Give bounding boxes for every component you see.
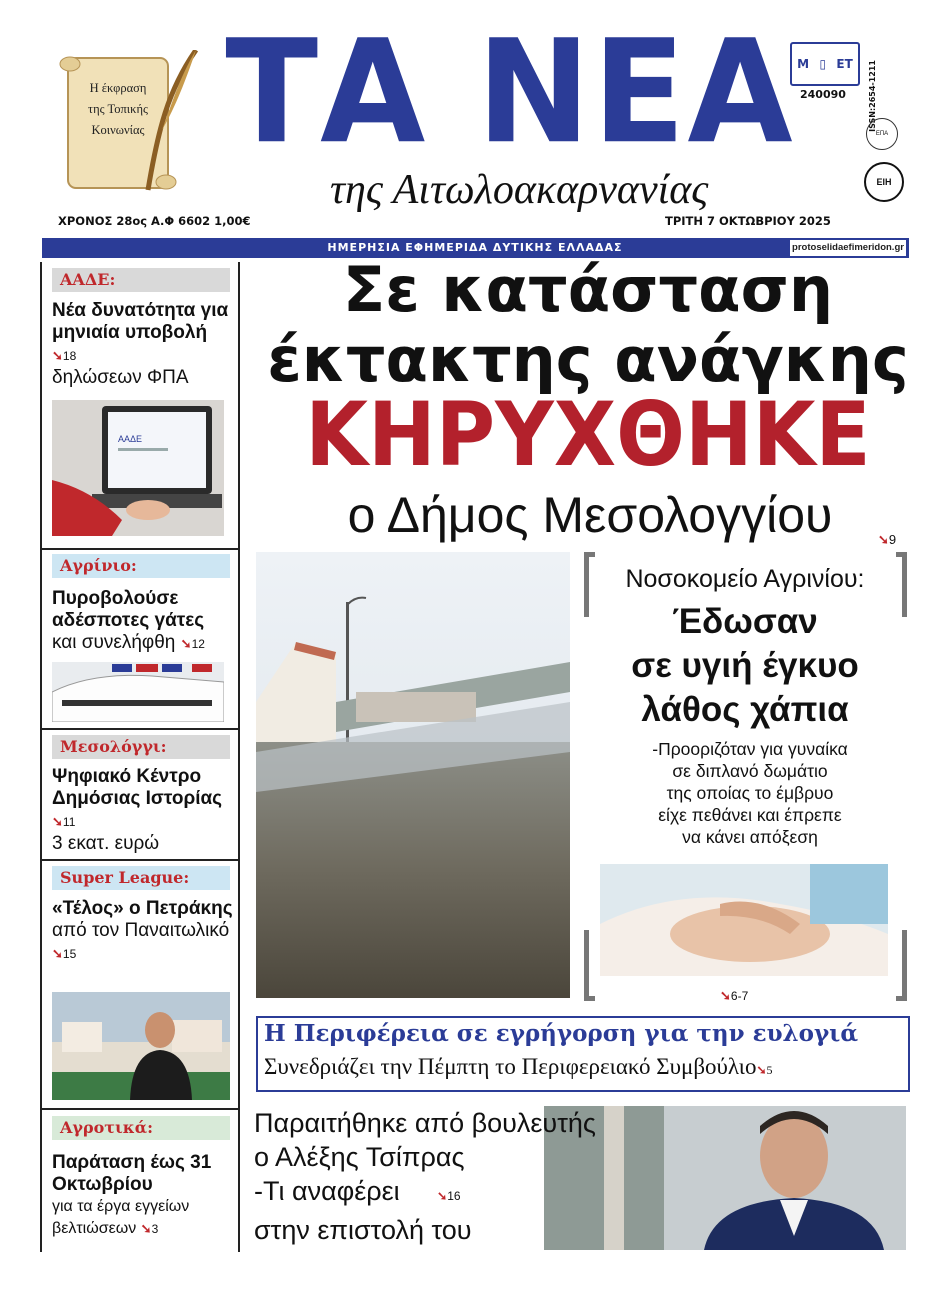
hospital-headline-line: λάθος χάπια (641, 690, 849, 729)
tsipras-headline (254, 1106, 596, 1247)
page-ref: 3 (151, 1222, 159, 1236)
page-ref: 16 (447, 1189, 461, 1203)
sidebar-sub-text: και συνελήφθη (52, 632, 176, 653)
tsipras-line: στην επιστολή του (254, 1215, 472, 1245)
main-headline-line: Σε κατάσταση (342, 253, 834, 326)
hospital-body-line: είχε πεθάνει και έπρεπε (658, 805, 842, 825)
tsipras-line: Παραιτήθηκε από βουλευτής (254, 1108, 596, 1138)
bracket-corner (896, 930, 907, 1001)
region-headline: Η Περιφέρεια σε εγρήγορση για την ευλογιά (264, 1020, 859, 1047)
page-ref: 5 (766, 1063, 773, 1077)
epa-badge: ΕΠΑ (866, 118, 898, 150)
sidebar-label: Αγρίνιο: (52, 554, 230, 578)
met-left: Μ (797, 57, 810, 71)
page-arrow-icon: ➘ (437, 1189, 448, 1203)
sidebar-sub (52, 1196, 236, 1240)
pregnant-exam-photo (600, 864, 888, 976)
page-ref: 6-7 (730, 989, 749, 1003)
hospital-body-line: -Προοριζόταν για γυναίκα (652, 739, 848, 759)
sidebar-sub (52, 632, 236, 655)
sidebar-separator (42, 859, 238, 861)
sidebar-sub: δηλώσεων ΦΠΑ (52, 367, 189, 388)
page-arrow-icon: ➘ (52, 348, 63, 363)
region-sub (264, 1054, 773, 1080)
hospital-body-line: σε διπλανό δωμάτιο (672, 761, 828, 781)
main-headline-red: ΚΗΡΥΧΘΗΚΕ (305, 383, 871, 486)
sidebar-head-text: Πυροβολούσε αδέσποτες γάτες (52, 588, 205, 631)
tsipras-line: ο Αλέξης Τσίπρας (254, 1142, 465, 1172)
hospital-body (600, 738, 900, 848)
page-arrow-icon: ➘ (140, 1221, 152, 1236)
police-car-photo (52, 662, 224, 722)
eie-badge: ΕΙΗ (864, 162, 904, 202)
masthead-bar-text: ΗΜΕΡΗΣΙΑ ΕΦΗΜΕΡΙΔΑ ΔΥΤΙΚΗΣ ΕΛΛΑΔΑΣ (327, 241, 623, 254)
issue-info: ΧΡΟΝΟΣ 28ος Α.Φ 6602 1,00€ (58, 214, 251, 228)
sidebar-sub: 3 εκατ. ευρώ (52, 833, 160, 854)
laptop-photo (52, 400, 224, 536)
sidebar-head-text: Ψηφιακό Κέντρο Δημόσιας Ιστορίας (52, 766, 223, 809)
sidebar-label: Αγροτικά: (52, 1116, 230, 1140)
motto-line: Κοινωνίας (91, 123, 145, 137)
issn: ISSN:2654-1211 (868, 60, 877, 132)
page-ref: 15 (62, 947, 77, 961)
sidebar-label: ΑΑΔΕ: (52, 268, 230, 292)
main-headline-line: έκτακτης ανάγκης (267, 323, 909, 396)
bracket-corner (584, 930, 595, 1001)
page-arrow-icon: ➘ (878, 532, 889, 547)
sidebar-label: Super League: (52, 866, 230, 890)
hospital-body-line: να κάνει απόξεση (682, 827, 818, 847)
main-page-ref (878, 532, 896, 548)
met-book-icon: ▯ (819, 57, 827, 71)
page-arrow-icon: ➘ (52, 814, 63, 829)
sidebar-left-border (40, 262, 42, 1252)
sidebar-head-text: «Τέλος» ο Πετράκης (52, 898, 233, 919)
hospital-headline-line: σε υγιή έγκυο (631, 646, 859, 685)
motto-line: της Τοπικής (88, 102, 148, 116)
sidebar-headline (52, 1152, 236, 1240)
main-headline-sub: ο Δήμος Μεσολογγίου (347, 487, 833, 543)
page-ref: 12 (191, 637, 205, 651)
sidebar-separator (42, 1108, 238, 1110)
sidebar-headline (52, 300, 236, 389)
met-number: 240090 (800, 88, 846, 101)
page-arrow-icon: ➘ (52, 946, 63, 961)
page-ref: 11 (62, 815, 76, 829)
page-arrow-icon: ➘ (180, 636, 192, 651)
sidebar-label: Μεσολόγγι: (52, 735, 230, 759)
page-ref: 18 (62, 349, 77, 363)
tsipras-photo (544, 1106, 906, 1250)
sidebar-separator (42, 548, 238, 550)
sidebar-sub-text: από τον Παναιτωλικό (52, 920, 230, 941)
met-right: ΕΤ (836, 57, 853, 71)
sidebar-head-text: Παράταση έως 31 Οκτωβρίου (52, 1152, 212, 1195)
sidebar-sub-text: για τα έργα εγγείων βελτιώσεων (52, 1198, 190, 1237)
sidebar-headline (52, 766, 236, 855)
hospital-headline (590, 600, 900, 732)
sidebar-sub (52, 920, 236, 965)
flood-photo (256, 552, 570, 998)
page-ref: 9 (888, 532, 897, 547)
hospital-body-line: της οποίας το έμβρυο (666, 783, 834, 803)
hospital-headline-line: Έδωσαν (672, 602, 818, 641)
coach-photo (52, 992, 230, 1100)
met-logo (790, 42, 860, 86)
tsipras-line-text: -Τι αναφέρει (254, 1176, 400, 1206)
sidebar-separator (42, 728, 238, 730)
main-headline (258, 255, 918, 395)
motto-line: Η έκφραση (89, 81, 147, 95)
page-arrow-icon: ➘ (720, 988, 731, 1003)
tsipras-line (254, 1174, 596, 1213)
hospital-kicker: Νοσοκομείο Αγρινίου: (625, 565, 865, 593)
sidebar-headline (52, 588, 236, 655)
sidebar-divider (238, 262, 240, 1252)
issue-date: ΤΡΙΤΗ 7 ΟΚΤΩΒΡΙΟΥ 2025 (665, 214, 831, 228)
sidebar-head-text: Νέα δυνατότητα για μηνιαία υποβολή (52, 300, 229, 343)
newspaper-subtitle: της Αιτωλοακαρνανίας (330, 167, 709, 213)
hospital-page-ref (720, 988, 748, 1004)
motto (78, 78, 158, 141)
site-watermark: protoselidaefimeridon.gr (790, 240, 906, 256)
newspaper-title: ΤΑ ΝΕΑ (225, 10, 795, 176)
page-arrow-icon: ➘ (756, 1063, 767, 1077)
region-sub-text: Συνεδριάζει την Πέμπτη το Περιφερειακό Συμβούλιο (264, 1054, 757, 1079)
sidebar-headline (52, 898, 236, 965)
laptop-screen-text: ΑΑΔΕ (118, 434, 143, 444)
